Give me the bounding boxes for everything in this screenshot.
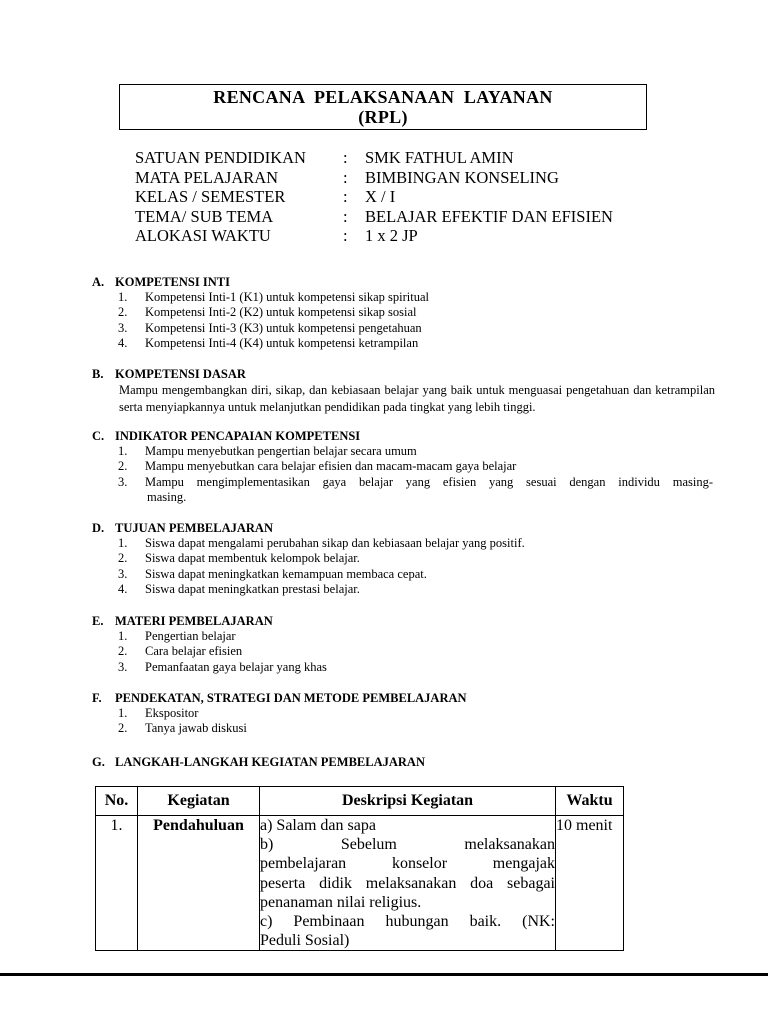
item-number: 2. — [118, 551, 128, 566]
section-title: KOMPETENSI DASAR — [115, 367, 246, 381]
info-value: BELAJAR EFEKTIF DAN EFISIEN — [365, 206, 613, 226]
item-text-continuation: masing. — [147, 490, 187, 505]
item-text: Tanya jawab diskusi — [145, 721, 247, 736]
desc-line: penanaman nilai religius. — [260, 893, 422, 911]
desc-line: a) Salam dan sapa — [260, 817, 376, 834]
section-heading — [92, 520, 273, 536]
section-pendekatan — [92, 690, 467, 737]
section-indikator — [92, 428, 713, 506]
info-value: SMK FATHUL AMIN — [365, 148, 514, 167]
item-number: 1. — [118, 629, 128, 643]
item-number: 4. — [118, 336, 128, 351]
desc-line: c) Pembinaan hubungan baik. (NK: — [260, 913, 555, 931]
table-row — [96, 816, 624, 951]
section-title: TUJUAN PEMBELAJARAN — [115, 521, 273, 535]
item-number: 2. — [118, 644, 128, 659]
section-materi — [92, 613, 327, 675]
item-text: Pengertian belajar — [145, 629, 236, 643]
section-heading — [92, 428, 713, 444]
header-deskripsi: Deskripsi Kegiatan — [260, 787, 556, 816]
item-text: Pemanfaatan gaya belajar yang khas — [145, 659, 327, 674]
list-item — [92, 459, 713, 474]
item-text: Mampu mengimplementasikan gaya belajar yang efisien yang sesuai dengan individu masing- — [145, 474, 713, 489]
list-item — [92, 475, 713, 506]
info-colon: : — [343, 226, 348, 246]
section-heading — [92, 690, 467, 706]
info-colon: : — [343, 167, 348, 187]
section-heading — [92, 613, 273, 629]
item-text: Kompetensi Inti-3 (K3) untuk kompetensi pengetahuan — [145, 320, 422, 335]
desc-line: pembelajaran konselor mengajak — [260, 855, 555, 873]
list-item — [92, 305, 417, 320]
title-line-2: (RPL) — [358, 107, 408, 127]
item-text: Siswa dapat meningkatkan kemampuan membaca cepat. — [145, 566, 427, 581]
header-kegiatan: Kegiatan — [138, 787, 260, 816]
item-text: Siswa dapat meningkatkan prestasi belajar. — [145, 582, 360, 597]
item-text: Cara belajar efisien — [145, 644, 243, 659]
item-text: Siswa dapat membentuk kelompok belajar. — [145, 551, 360, 566]
section-kompetensi-inti — [92, 274, 429, 352]
item-text: Kompetensi Inti-2 (K2) untuk kompetensi sikap sosial — [145, 305, 417, 320]
section-tujuan — [92, 520, 525, 598]
info-label: ALOKASI WAKTU — [135, 226, 271, 246]
section-letter: A. — [92, 275, 105, 289]
desc-line: Peduli Sosial) — [260, 932, 350, 950]
item-text: Siswa dapat mengalami perubahan sikap dan kebiasaan belajar yang positif. — [145, 536, 525, 550]
info-label: KELAS / SEMESTER — [135, 187, 286, 207]
item-number: 2. — [118, 459, 128, 474]
list-item — [92, 566, 427, 582]
section-title: LANGKAH-LANGKAH KEGIATAN PEMBELAJARAN — [115, 755, 425, 769]
title-box — [119, 84, 647, 130]
section-letter: F. — [92, 691, 102, 705]
list-item — [92, 629, 273, 644]
info-colon: : — [343, 206, 348, 226]
section-heading — [92, 754, 425, 770]
desc-line: b) Sebelum melaksanakan — [260, 836, 555, 854]
item-number: 3. — [118, 474, 128, 489]
section-letter: G. — [92, 755, 105, 769]
item-number: 3. — [118, 320, 128, 335]
list-item — [92, 644, 273, 659]
item-number: 2. — [118, 721, 128, 736]
list-item — [92, 290, 429, 305]
item-text: Ekspositor — [145, 706, 199, 720]
cell-waktu: 10 menit — [556, 816, 624, 951]
section-title: INDIKATOR PENCAPAIAN KOMPETENSI — [115, 429, 361, 443]
section-title: KOMPETENSI INTI — [115, 275, 230, 289]
section-title: MATERI PEMBELAJARAN — [115, 614, 273, 628]
cell-no: 1. — [96, 816, 138, 951]
list-item — [92, 721, 467, 736]
info-colon: : — [343, 148, 348, 167]
desc-line: peserta didik melaksanakan doa sebagai — [260, 874, 555, 892]
list-item — [92, 706, 467, 721]
list-item — [92, 582, 360, 597]
info-value: 1 x 2 JP — [365, 226, 418, 246]
list-item — [92, 551, 360, 566]
section-langkah — [92, 754, 425, 770]
section-letter: D. — [92, 521, 105, 535]
section-kompetensi-dasar — [92, 366, 715, 416]
title-line-1: RENCANA PELAKSANAAN LAYANAN — [213, 87, 553, 107]
item-text: Kompetensi Inti-1 (K1) untuk kompetensi sikap spiritual — [145, 290, 429, 304]
item-number: 1. — [118, 706, 128, 720]
item-text: Mampu menyebutkan pengertian belajar secara umum — [145, 444, 417, 458]
item-number: 2. — [118, 305, 128, 320]
info-colon: : — [343, 187, 348, 207]
item-number: 1. — [118, 444, 128, 458]
section-paragraph: Mampu mengembangkan diri, sikap, dan kebiasaan belajar yang baik untuk menguasai pengetahuan dan ketrampilan serta menyiapkannya untuk melanjutkan pendidikan pada tingkat yang lebih tinggi. — [119, 383, 715, 414]
item-text: Mampu menyebutkan cara belajar efisien dan macam-macam gaya belajar — [145, 459, 517, 474]
section-letter: E. — [92, 614, 104, 628]
header-waktu: Waktu — [556, 787, 624, 816]
item-number: 3. — [118, 566, 128, 581]
info-label: MATA PELAJARAN — [135, 167, 279, 187]
cell-deskripsi — [260, 816, 556, 951]
item-text: Kompetensi Inti-4 (K4) untuk kompetensi ketrampilan — [145, 336, 419, 351]
section-letter: B. — [92, 367, 104, 381]
item-number: 1. — [118, 536, 128, 550]
info-label: SATUAN PENDIDIKAN — [135, 148, 306, 167]
header-no: No. — [96, 787, 138, 816]
list-item — [92, 444, 713, 459]
item-number: 1. — [118, 290, 128, 304]
info-value: BIMBINGAN KONSELING — [365, 167, 559, 187]
list-item — [92, 336, 419, 351]
cell-kegiatan: Pendahuluan — [138, 816, 260, 951]
list-item — [92, 320, 422, 336]
item-number: 3. — [118, 659, 128, 674]
list-item — [92, 536, 525, 551]
section-letter: C. — [92, 429, 105, 443]
table-header-row — [96, 787, 624, 816]
section-heading — [92, 274, 230, 290]
list-item — [92, 659, 327, 675]
item-number: 4. — [118, 582, 128, 597]
info-value: X / I — [365, 187, 396, 207]
activity-table — [95, 786, 624, 951]
info-label: TEMA/ SUB TEMA — [135, 206, 274, 226]
section-heading — [92, 366, 715, 382]
section-title: PENDEKATAN, STRATEGI DAN METODE PEMBELAJARAN — [115, 691, 467, 705]
page-bottom-rule — [0, 973, 768, 976]
